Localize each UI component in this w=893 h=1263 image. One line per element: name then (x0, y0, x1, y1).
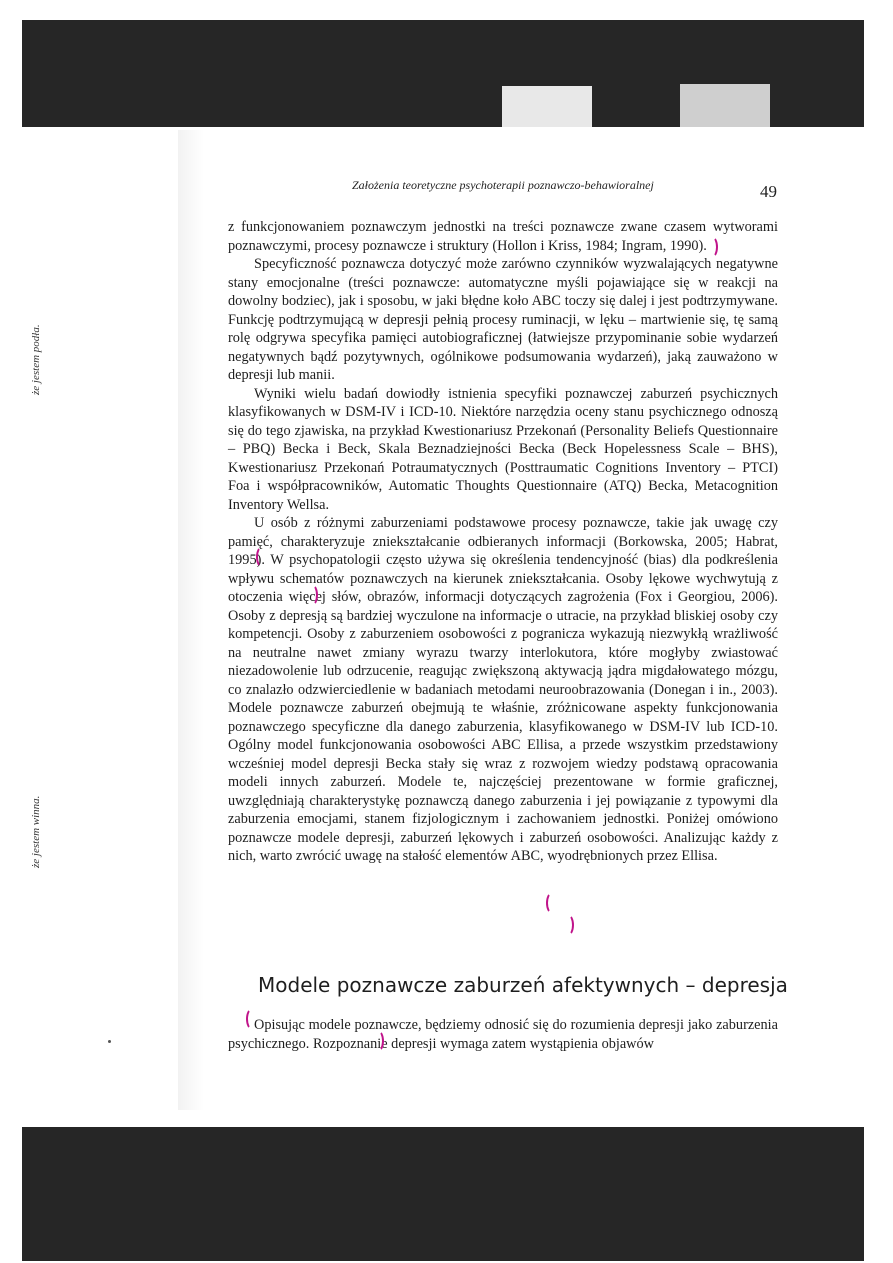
scan-border-bottom (22, 1118, 864, 1261)
paragraph: Specyficzność poznawcza dotyczyć może zarówno czynników wyzwalających negatywne stany emocjonalne (treści poznawcze: automatyczne myśli pojawiające się w reakcji na dowolny bodziec), jak i sposobu, w jaki błędne koło ABC toczy się dalej i jest podtrzymywane. Funkcję podtrzymującą w depresji pełnią procesy ruminacji, w lęku – martwienie się, tę samą rolę odgrywa specyfika pamięci autobiograficznej (łatwiejsze przypominanie sobie wydarzeń negatywnych bądź pozytywnych, ogólnikowe podsumowania wydarzeń), jaką zauważono w depresji lub manii. (228, 256, 778, 383)
scan-speck (108, 1040, 111, 1043)
section-heading: Modele poznawcze zaburzeń afektywnych – depresja (258, 973, 788, 997)
paragraph: z funkcjonowaniem poznawczym jednostki na treści poznawcze zwane czasem wytworami poznawczymi, procesy poznawcze i struktury (Hollon i Kriss, 1984; Ingram, 1990). (228, 219, 778, 254)
paragraph: Wyniki wielu badań dowiodły istnienia specyfiki poznawczej zaburzeń psychicznych klasyfikowanych w DSM-IV i ICD-10. Niektóre narzędzia oceny stanu psychicznego odnoszą się do tego zjawiska, na przykład Kwestionariusz Przekonań (Personality Beliefs Questionnaire – PBQ) Becka i Beck, Skala Beznadziejności Becka (Beck Hopelessness Scale – BHS), Kwestionariusz Przekonań Potraumatycznych (Posttraumatic Cognitions Inventory – PTCI) Foa i współpracowników, Automatic Thoughts Questionnaire (ATQ) Becka, Metacognition Inventory Wellsa. (228, 385, 778, 513)
paragraph: Opisując modele poznawcze, będziemy odnosić się do rozumienia depresji jako zaburzenia psychicznego. Rozpoznanie depresji wymaga zatem wystąpienia objawów (228, 1017, 778, 1052)
body-text (228, 218, 778, 866)
pen-bracket-mark (706, 236, 718, 258)
margin-note: że jestem winna. (30, 795, 42, 868)
margin-note: że jestem podła. (30, 324, 42, 395)
paragraph: U osób z różnymi zaburzeniami podstawowe procesy poznawcze, takie jak uwagę czy pamięć, charakteryzuje zniekształcanie odbieranych informacji (Borkowska, 2005; Habrat, 1995). W psychopatologii często używa się określenia tendencyjność (bias) dla podkreślenia wpływu schematów poznawczych na kierunek zniekształcania. Osoby lękowe wychwytują z otoczenia więcej słów, obrazów, informacji dotyczących zagrożenia (Fox i Georgiou, 2006). Osoby z depresją są bardziej wyczulone na informacje o utracie, na przykład bliskiej osoby czy kompetencji. Osoby z zaburzeniem osobowości z pogranicza wykazują niezwykłą wrażliwość na neutralne nawet zmiany wyrazu twarzy interlokutora, które mogłyby zwiastować niezadowolenie lub odrzucenie, reagując zwiększoną aktywacją jądra migdałowatego mózgu, co znalazło odzwierciedlenie w badaniach metodami neuroobrazowania (Donegan i in., 2003). Modele poznawcze zaburzeń obejmują te właśnie, zróżnicowane aspekty funkcjonowania poznawczego specyficzne dla danego zaburzenia, klasyfikowanego w DSM-IV lub ICD-10. Ogólny model funkcjonowania osobowości ABC Ellisa, a przede wszystkim przedstawiony wcześniej model depresji Becka stały się wraz z rozwojem wiedzy podstawą opracowania modeli innych zaburzeń. Modele te, najczęściej prezentowane w formie graficznej, uwzględniają charakterystykę poznawczą danego zaburzenia i jej powiązanie z typowymi dla zaburzenia emocjami, stanem fizjologicznym i zachowaniem jednostki. Poniżej omówiono poznawcze modele depresji, zaburzeń lękowych i zaburzeń osobowości. Analizując każdy z nich, warto zwrócić uwagę na stałość elementów ABC, wyodrębnionych przez Ellisa. (228, 515, 778, 864)
pen-bracket-mark (306, 584, 318, 606)
page-number: 49 (760, 182, 777, 201)
pen-bracket-mark (546, 892, 558, 914)
body-text-continued (228, 1016, 778, 1053)
pen-bracket-mark (372, 1030, 384, 1052)
pen-bracket-mark (256, 546, 268, 568)
pen-bracket-mark (246, 1008, 258, 1030)
running-head: Założenia teoretyczne psychoterapii poznawczo-behawioralnej (352, 178, 654, 192)
book-spine-shadow (178, 130, 204, 1110)
pen-bracket-mark (562, 914, 574, 936)
